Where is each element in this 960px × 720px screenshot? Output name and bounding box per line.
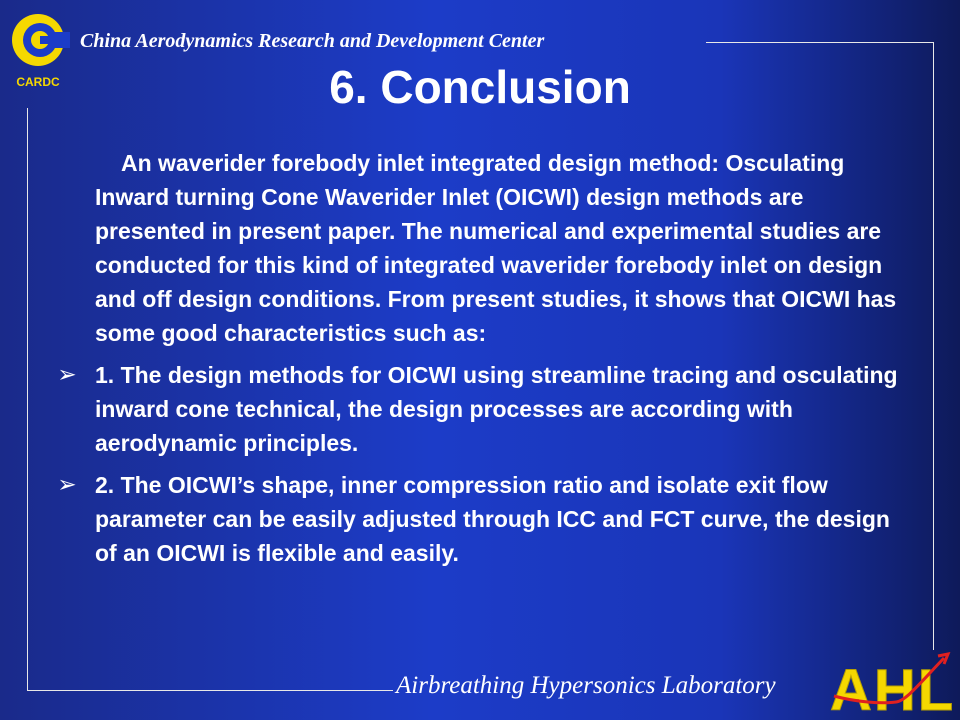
ahl-logo xyxy=(826,652,956,716)
bullet-item-1 xyxy=(57,358,907,460)
bullet-arrow-icon: ➢ xyxy=(57,472,77,498)
frame-line-right xyxy=(933,42,934,650)
organization-name: China Aerodynamics Research and Development Center xyxy=(80,30,545,52)
intro-paragraph: An waverider forebody inlet integrated design method: Osculating Inward turning Cone Waverider Inlet (OICWI) design methods are presented in present paper. The numerical and experimental studies are conducted for this kind of integrated waverider forebody inlet on design and off design conditions. From present studies, it shows that OICWI has some good characteristics such as: xyxy=(95,150,897,346)
ahl-logo-text: AHL xyxy=(830,658,956,716)
slide-title: 6. Conclusion xyxy=(329,61,631,113)
frame-line-left xyxy=(27,108,28,690)
frame-line-top xyxy=(706,42,934,43)
lab-name: Airbreathing Hypersonics Laboratory xyxy=(396,672,776,699)
bullet-text-1: 1. The design methods for OICWI using streamline tracing and osculating inward cone technical, the design processes are according with aerodynamic principles. xyxy=(95,362,898,456)
bullet-arrow-icon: ➢ xyxy=(57,362,77,388)
frame-line-bottom xyxy=(27,690,393,691)
bullet-text-2: 2. The OICWI’s shape, inner compression ratio and isolate exit flow parameter can be easily adjusted through ICC and FCT curve, the design of an OICWI is flexible and easily. xyxy=(95,472,890,566)
slide-body xyxy=(57,146,907,570)
cardc-logo-text: CARDC xyxy=(16,75,60,89)
bullet-item-2 xyxy=(57,468,907,570)
